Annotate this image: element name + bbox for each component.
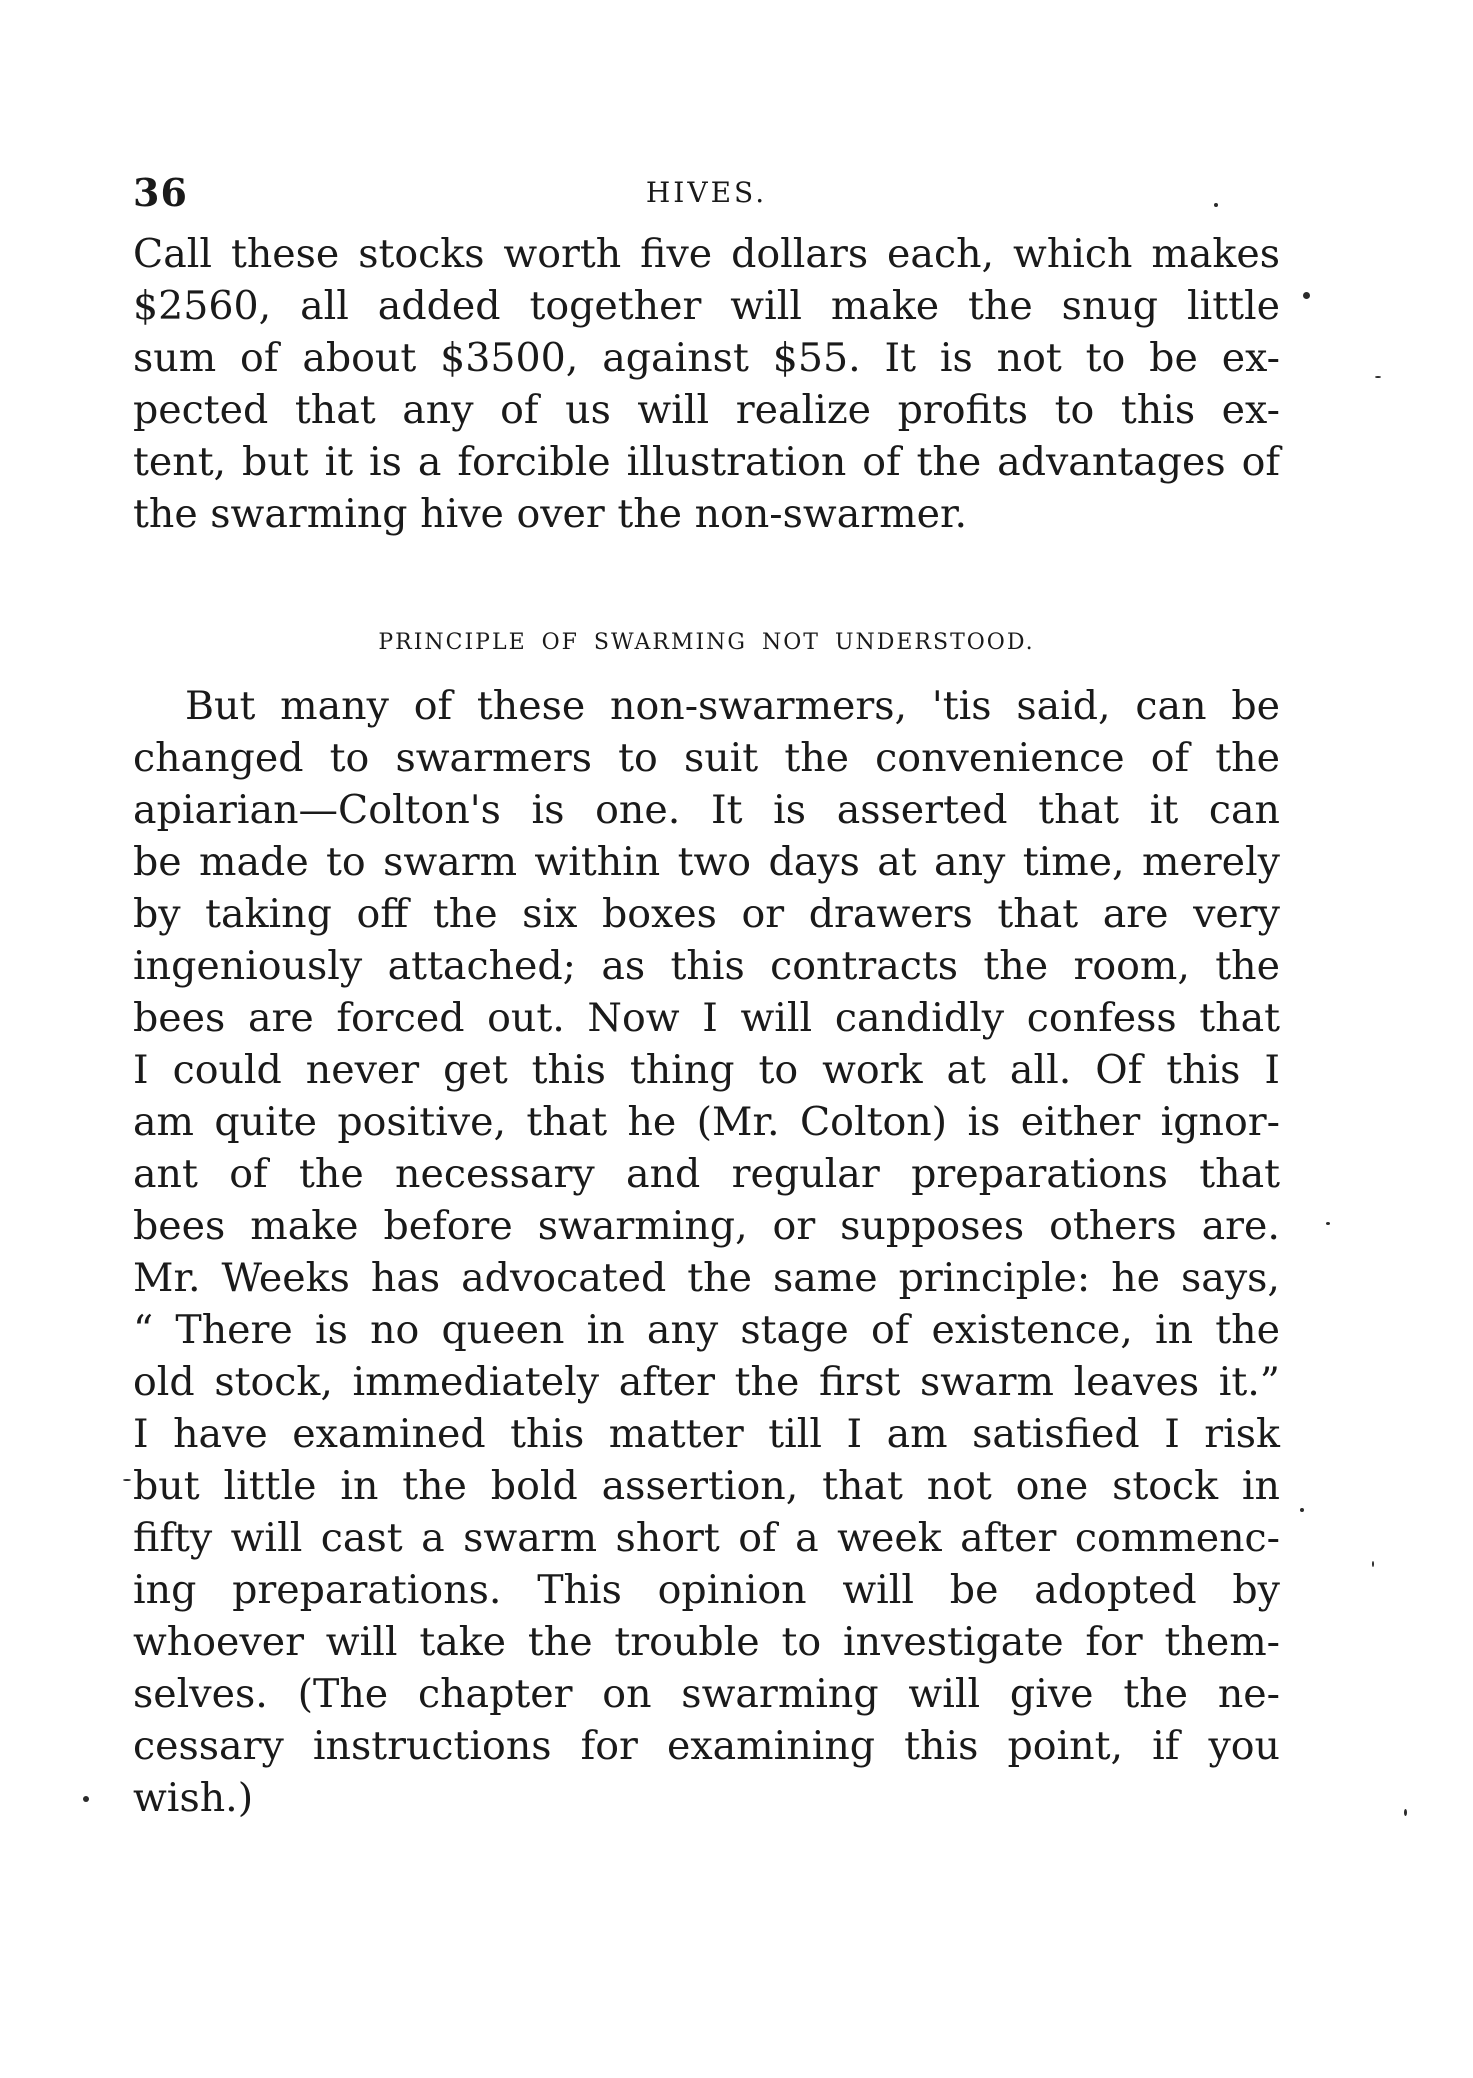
paragraph-2-line: by taking off the six boxes or drawers that are very (133, 891, 1280, 937)
paragraph-2-line: fifty will cast a swarm short of a week after commenc- (133, 1515, 1280, 1561)
paragraph-2-line: bees make before swarming, or supposes others are. (133, 1203, 1280, 1249)
page-number: 36 (133, 170, 188, 215)
paragraph-2-line: “ There is no queen in any stage of existence, in the (133, 1307, 1280, 1353)
print-speck (1404, 1809, 1407, 1816)
paragraph-2-line: cessary instructions for examining this point, if you (133, 1723, 1280, 1769)
print-speck (83, 1796, 89, 1802)
print-speck (1300, 1508, 1304, 1512)
running-title: HIVES. (645, 176, 768, 209)
paragraph-1-line: tent, but it is a forcible illustration of the advantages of (133, 439, 1280, 485)
paragraph-2-line: bees are forced out. Now I will candidly confess that (133, 995, 1280, 1041)
paragraph-2-line: but little in the bold assertion, that not one stock in (133, 1463, 1280, 1509)
paragraph-2-line: ingeniously attached; as this contracts the room, the (133, 943, 1280, 989)
paragraph-2-line: ant of the necessary and regular preparations that (133, 1151, 1280, 1197)
print-speck (1326, 1222, 1330, 1225)
paragraph-2-line: changed to swarmers to suit the convenience of the (133, 735, 1280, 781)
paragraph-2-line: apiarian—Colton's is one. It is asserted that it can (133, 787, 1280, 833)
print-speck (1303, 292, 1310, 299)
paragraph-2-line: I have examined this matter till I am satisfied I risk (133, 1411, 1280, 1457)
paragraph-2-line: ing preparations. This opinion will be adopted by (133, 1567, 1280, 1613)
paragraph-1-line: Call these stocks worth five dollars each, which makes (133, 231, 1280, 277)
section-heading: PRINCIPLE OF SWARMING NOT UNDERSTOOD. (378, 630, 1035, 655)
print-speck (123, 1479, 131, 1481)
print-speck (1375, 376, 1381, 378)
paragraph-2-line: whoever will take the trouble to investigate for them- (133, 1619, 1280, 1665)
running-head (133, 170, 1280, 214)
paragraph-2-line: am quite positive, that he (Mr. Colton) is either ignor- (133, 1099, 1280, 1145)
paragraph-2-line: But many of these non-swarmers, 'tis said, can be (185, 683, 1280, 729)
paragraph-1-line: the swarming hive over the non-swarmer. (133, 491, 968, 537)
paragraph-2-line: Mr. Weeks has advocated the same principle: he says, (133, 1255, 1280, 1301)
print-speck (1372, 1561, 1374, 1567)
print-speck (1214, 203, 1218, 207)
paragraph-1-line: $2560, all added together will make the snug little (133, 283, 1280, 329)
paragraph-2-line: selves. (The chapter on swarming will give the ne- (133, 1671, 1280, 1717)
paragraph-1-line: pected that any of us will realize profits to this ex- (133, 387, 1280, 433)
paragraph-2-line: be made to swarm within two days at any time, merely (133, 839, 1280, 885)
paragraph-1-line: sum of about $3500, against $55. It is not to be ex- (133, 335, 1280, 381)
paragraph-2-line: old stock, immediately after the first swarm leaves it.” (133, 1359, 1280, 1405)
paragraph-2-line: I could never get this thing to work at all. Of this I (133, 1047, 1280, 1093)
paragraph-2-line: wish.) (133, 1775, 254, 1821)
